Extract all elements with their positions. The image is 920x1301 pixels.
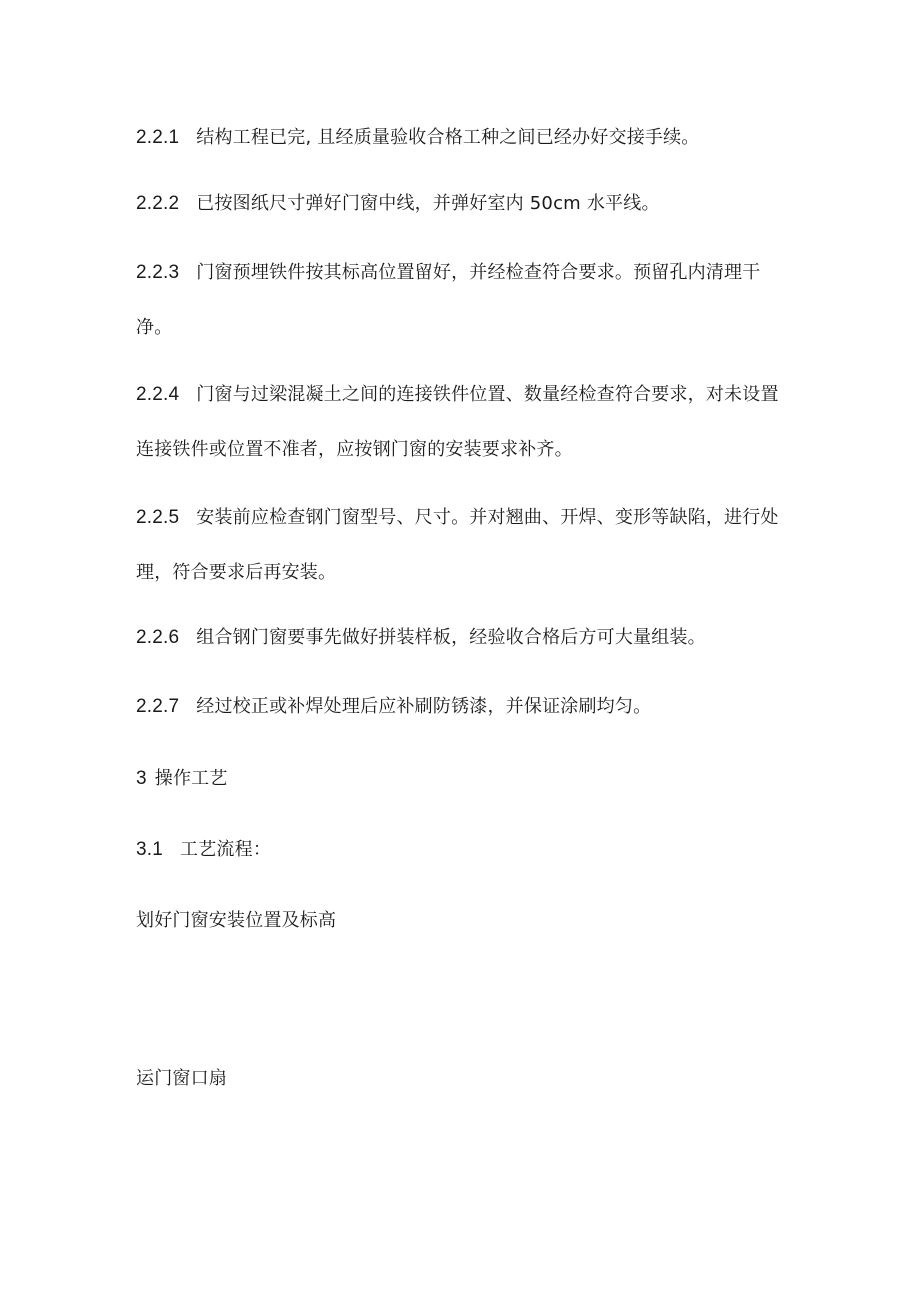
paragraph-2-2-1 (136, 110, 786, 165)
paragraph-number: 2.2.1 (136, 127, 180, 148)
paragraph-text: 安装前应检查钢门窗型号、尺寸。并对翘曲、开焊、变形等缺陷，进行处理，符合要求后再安装。 (136, 507, 779, 583)
section-number: 3 (136, 768, 147, 789)
paragraph-2-2-4 (136, 367, 786, 477)
paragraph-2-2-2 (136, 176, 786, 231)
paragraph-number: 2.2.6 (136, 627, 180, 648)
paragraph-text: 已按图纸尺寸弹好门窗中线，并弹好室内 50cm 水平线。 (196, 193, 660, 214)
paragraph-2-2-7 (136, 679, 786, 734)
paragraph-text: 组合钢门窗要事先做好拼装样板，经验收合格后方可大量组装。 (196, 627, 706, 648)
subsection-number: 3.1 (136, 839, 164, 860)
paragraph-text: 门窗预埋铁件按其标高位置留好，并经检查符合要求。预留孔内清理干净。 (136, 262, 761, 338)
section-heading (136, 751, 786, 806)
subsection-title: 工艺流程： (180, 839, 272, 860)
flow-step-text: 划好门窗安装位置及标高 (136, 910, 337, 931)
flow-step-2 (136, 1051, 786, 1106)
subsection-heading (136, 822, 786, 877)
paragraph-number: 2.2.4 (136, 384, 180, 405)
paragraph-2-2-3 (136, 245, 786, 355)
flow-step-1 (136, 893, 786, 948)
paragraph-number: 2.2.7 (136, 696, 180, 717)
paragraph-2-2-6 (136, 610, 786, 665)
flow-step-text: 运门窗口扇 (136, 1068, 227, 1089)
section-title: 操作工艺 (154, 768, 228, 789)
paragraph-text: 结构工程已完, 且经质量验收合格工种之间已经办好交接手续。 (196, 127, 700, 148)
paragraph-text: 经过校正或补焊处理后应补刷防锈漆，并保证涂刷均匀。 (196, 696, 652, 717)
paragraph-2-2-5 (136, 490, 786, 600)
paragraph-number: 2.2.2 (136, 193, 180, 214)
paragraph-text: 门窗与过梁混凝土之间的连接铁件位置、数量经检查符合要求，对未设置连接铁件或位置不准者，应按钢门窗的安装要求补齐。 (136, 384, 779, 460)
paragraph-number: 2.2.3 (136, 262, 180, 283)
paragraph-number: 2.2.5 (136, 507, 180, 528)
